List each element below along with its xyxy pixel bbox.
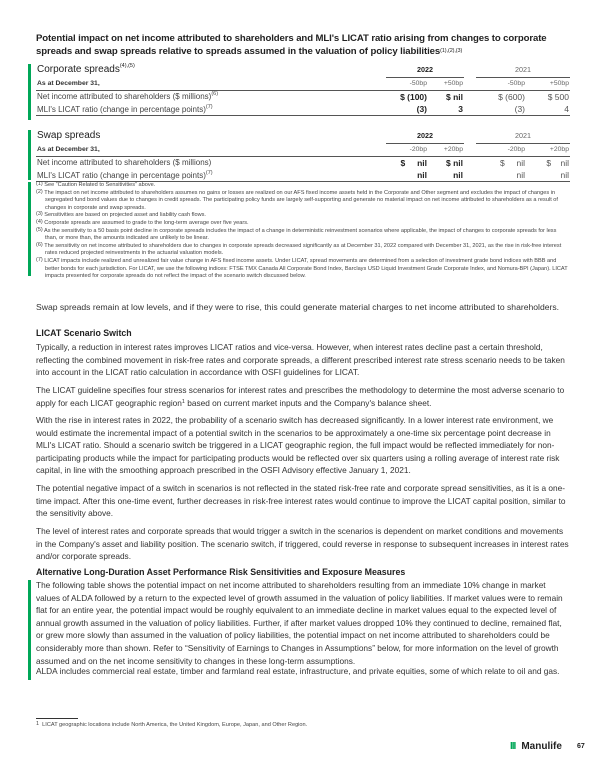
cell-value: 4	[564, 104, 569, 114]
section-title	[36, 33, 570, 58]
alda-paragraph: The following table shows the potential impact on net income attributed to shareholders resulting from an immediate 10% change in market values of ALDA followed by a return to the expected level of growth assumed in the valuation of policy liabilities. If market values were to remain flat for an entire year, the potential impact would be roughly equivalent to an immediate decline in market values equal to the expected level of annual growth assumed in the valuation of policy liabilities. Further, if after market values dropped 10% they continued to decline, remained flat, or grew more slowly than assumed in the valuation of policy liabilities, the potential impact on net income attributed to shareholders could be considerably more than shown. Refer to “Sensitivity of Earnings to Changes in Assumptions” below, for more information on the level of growth assumed and on the net income sensitivity to changes in these long-term assumptions.	[36, 580, 563, 666]
licat-paragraph: The LICAT guideline specifies four stress scenarios for interest rates and prescribes the methodology to determine the most adverse scenario to apply for each LICAT geographic region$^1$ based on current market inputs and the Company's balance sheet.	[36, 385, 565, 408]
manulife-logo	[510, 741, 562, 752]
swap-heading: Swap spreads	[37, 130, 101, 141]
cell-value: $ nil	[400, 157, 427, 168]
cell-value: nil	[516, 170, 525, 180]
footnote: $^{(3)}$ Sensitivities are based on projected asset and liability cash flows.	[36, 211, 206, 219]
col-header: +20bp	[443, 146, 463, 153]
table-row: MLI's LICAT ratio (change in percentage points)$^{(7)}$ nil nil nil nil	[37, 169, 569, 180]
cell-value: $ nil	[546, 157, 569, 168]
year-2022: 2022	[386, 128, 464, 143]
col-header: +20bp	[549, 146, 569, 153]
cell-value: 3	[458, 104, 463, 114]
alda-heading: Alternative Long-Duration Asset Performance Risk Sensitivities and Exposure Measures	[36, 567, 406, 577]
cell-value: $ nil	[445, 91, 463, 102]
accent-bar	[28, 130, 31, 180]
corporate-heading: Corporate spreads$^{(4),(5)}$	[37, 63, 135, 75]
year-2021: 2021	[476, 62, 570, 77]
cell-value: $ nil	[499, 157, 525, 168]
page-footnote: $^1$ LICAT geographic locations include North America, the United Kingdom, Europe, Japan, and Other Region.	[36, 721, 308, 728]
row-label: MLI's LICAT ratio (change in percentage points)	[37, 170, 206, 180]
page-number: 67	[577, 743, 585, 750]
accent-bar	[28, 64, 31, 120]
accent-bar	[28, 182, 31, 276]
cell-value: $ nil	[445, 157, 463, 168]
accent-bar	[28, 580, 31, 680]
footnote-divider	[36, 718, 78, 719]
footnote: $^{(6)}$ The sensitivity on net income attributed to shareholders due to changes in corporate spreads decreased significantly as at December 31, 2022 compared with December 31, 2021, as the rise in risk-free interest rates reduced projected reinvestments in the actuarial valuation models.	[36, 241, 562, 257]
table-footnotes	[36, 182, 570, 281]
licat-paragraph: With the rise in interest rates in 2022, the probability of a scenario switch has decreased significantly. In a lower interest rate environment, we would estimate the incremental impact of a potential switch in the scenarios to be approximately a one-time six percentage point decrease in MLI's LICAT ratio. Should a scenario switch be triggered in a LICAT geographic region, the full impact would be reflected immediately for non-participating products while the impact for participating products would be reflected over six quarters using a rolling average of interest rate risk capital, in line with the smoothing approach prescribed in the OSFI Advisory effective January 1, 2021.	[36, 415, 560, 476]
licat-paragraph: The potential negative impact of a switch in scenarios is not reflected in the stated risk-free rate and corporate spread sensitivities, as it is a one-time impact. After this one-time event, further decreases in risk-free interest rates would continue to improve the LICAT capital position, similar to the sensitivity above.	[36, 483, 566, 519]
alda-paragraph: ALDA includes commercial real estate, timber and farmland real estate, infrastructure, and private equities, some of which relate to oil and gas.	[36, 666, 560, 676]
cell-value: $ 500	[547, 91, 569, 102]
title-text: Potential impact on net income attributed to shareholders and MLI's LICAT ratio arising from changes to corporate spreads and swap spreads relative to spreads assumed in the valuation of policy liabilities	[36, 33, 547, 57]
table-row: MLI's LICAT ratio (change in percentage points)$^{(7)}$ (3) 3 (3) 4	[37, 103, 569, 114]
row-label: MLI's LICAT ratio (change in percentage points)	[37, 104, 206, 114]
col-header: -20bp	[507, 146, 525, 153]
table-row: Net income attributed to shareholders ($ millions)$^{(6)}$ $ (100) $ nil $ (600) $ 500	[37, 91, 569, 102]
manulife-mark-icon: III	[510, 741, 516, 752]
cell-value: nil	[417, 170, 427, 180]
footnote: $^{(2)}$ The impact on net income attributed to shareholders assumes no gains or losses are realized on our AFS fixed income assets held in the Corporate and Other segment and excludes the impact of changes in segregated fund bond values due to changes in credit spreads. The participating policy funds are largely self-supporting and generate no material impact on net income attributed to shareholders as a result of changes in corporate and swap spreads.	[36, 188, 558, 211]
cell-value: $ (600)	[498, 91, 525, 102]
as-at-label: As at December 31,	[37, 145, 100, 153]
brand-name: Manulife	[521, 741, 562, 752]
year-2022: 2022	[386, 62, 464, 77]
col-header: +50bp	[443, 80, 463, 87]
licat-paragraph: Typically, a reduction in interest rates improves LICAT ratios and vice-versa. However, when interest rates decline past a certain threshold, reflecting the combined movement in risk-free rates and corporate spreads, a different prescribed interest rate stress scenario needs to be taken into account in the LICAT ratio calculation in accordance with OSFI guidelines for LICAT.	[36, 342, 565, 378]
col-header: -50bp	[409, 80, 427, 87]
footnote: $^{(4)}$ Corporate spreads are assumed to grade to the long-term average over five years.	[36, 218, 249, 226]
licat-heading: LICAT Scenario Switch	[36, 328, 132, 338]
col-header: +50bp	[549, 80, 569, 87]
table-row	[36, 156, 570, 169]
row-label: Net income attributed to shareholders ($ millions)	[37, 158, 212, 168]
cell-value: $ (100)	[400, 91, 427, 102]
licat-paragraph: The level of interest rates and corporate spreads that would trigger a switch in the scenarios is dependent on market conditions and movements in the Company's asset and liability position. The scenario switch, if triggered, could reverse in response to subsequent increases in interest rates and/or corporate spreads.	[36, 526, 569, 562]
corporate-spreads-table	[36, 62, 570, 116]
col-header: -20bp	[409, 146, 427, 153]
swap-spreads-table	[36, 128, 570, 182]
swap-note: Swap spreads remain at low levels, and if they were to rise, this could generate material charges to net income attributed to shareholders.	[36, 302, 560, 312]
footnote: $^{(5)}$ As the sensitivity to a 50 basis point decline in corporate spreads includes the impact of a change in deterministic reinvestment scenarios where applicable, the impact of changes to corporate spreads for less than, or more than, the amounts indicated are unlikely to be linear.	[36, 226, 557, 242]
col-header: -50bp	[507, 80, 525, 87]
title-refs: (1),(2),(3)	[440, 47, 463, 54]
cell-value: nil	[453, 170, 463, 180]
row-label: Net income attributed to shareholders ($ millions)	[37, 92, 212, 102]
cell-value: nil	[560, 170, 569, 180]
cell-value: (3)	[416, 104, 427, 114]
year-2021: 2021	[476, 128, 570, 143]
as-at-label: As at December 31,	[37, 79, 100, 87]
footnote: $^{(1)}$ See “Caution Related to Sensitivities” above.	[36, 181, 156, 188]
footnote: $^{(7)}$ LICAT impacts include realized and unrealized fair value change in AFS fixed income assets. Under LICAT, spread movements are determined from a selection of investment grade bond indices with BBB and better bonds for each jurisdiction. For LICAT, we use the following indices: FTSE TMX Canada All Corporate Bond Index, Barclays USD Liquid Investment Grade Corporate Index, and Nomura-BPI (Japan). LICAT impacts presented for corporate spreads do not reflect the impact of the scenario switch discussed below.	[36, 256, 568, 280]
cell-value: (3)	[514, 104, 525, 114]
